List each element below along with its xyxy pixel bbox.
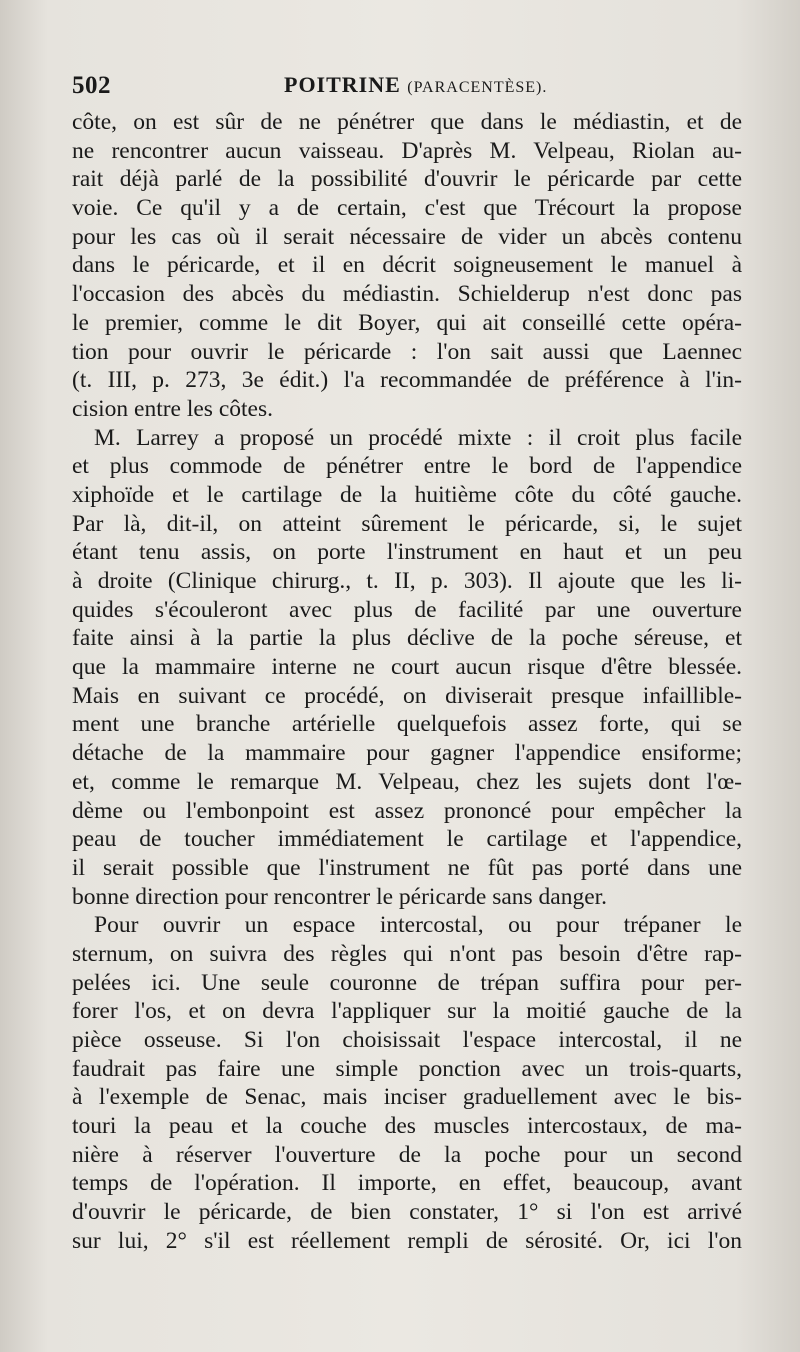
text-line: d'ouvrir le péricarde, de bien constater, 1° si l'on est arrivé [72,1199,742,1226]
running-head-main: POITRINE [284,72,401,97]
text-line: dans le péricarde, et il en décrit soigneusement le manuel à [72,252,742,279]
text-line: nière à réserver l'ouverture de la poche pour un second [72,1141,742,1168]
text-line: faite ainsi à la partie la plus déclive de la poche séreuse, et [72,625,742,652]
text-line: que la mammaire interne ne court aucun risque d'être blessée. [72,654,742,681]
text-line: ne rencontrer aucun vaisseau. D'après M. Velpeau, Riolan au- [72,137,742,164]
text-line: xiphoïde et le cartilage de la huitième côte du côté gauche. [72,481,742,508]
text-line: et, comme le remarque M. Velpeau, chez les sujets dont l'œ- [72,768,742,795]
text-line: M. Larrey a proposé un procédé mixte : il croit plus facile [94,424,742,451]
text-line: touri la peau et la couche des muscles intercostaux, de ma- [72,1113,742,1140]
text-line: il serait possible que l'instrument ne fût pas porté dans une [72,854,742,881]
text-line: rait déjà parlé de la possibilité d'ouvrir le péricarde par cette [72,166,742,193]
page-header [72,70,740,106]
text-line: l'occasion des abcès du médiastin. Schielderup n'est donc pas [72,281,742,308]
running-head [284,72,547,98]
text-line: forer l'os, et on devra l'appliquer sur la moitié gauche de la [72,998,742,1025]
text-line: Pour ouvrir un espace intercostal, ou pour trépaner le [94,912,742,939]
running-head-sub: (PARACENTÈSE). [407,79,548,96]
text-line: quides s'écouleront avec plus de facilité par une ouverture [72,596,742,623]
text-line: faudrait pas faire une simple ponction avec un trois-quarts, [72,1055,742,1082]
text-line: étant tenu assis, on porte l'instrument en haut et un peu [72,539,742,566]
text-line: sur lui, 2° s'il est réellement rempli de sérosité. Or, ici l'on [72,1227,742,1254]
text-line: peau de toucher immédiatement le cartilage et l'appendice, [72,826,742,853]
text-line: et plus commode de pénétrer entre le bord de l'appendice [72,453,742,480]
text-line: à droite (Clinique chirurg., t. II, p. 303). Il ajoute que les li- [72,568,742,594]
text-line: Par là, dit-il, on atteint sûrement le péricarde, si, le sujet [72,510,742,537]
text-line: côte, on est sûr de ne pénétrer que dans le médiastin, et de [72,109,742,135]
text-line: pour les cas où il serait nécessaire de vider un abcès contenu [72,223,742,250]
text-line: ment une branche artérielle quelquefois assez forte, qui se [72,711,742,738]
text-line: pelées ici. Une seule couronne de trépan suffira pour per- [72,969,742,996]
text-line: dème ou l'embonpoint est assez prononcé pour empêcher la [72,797,742,824]
text-line: détache de la mammaire pour gagner l'appendice ensiforme; [72,740,742,767]
text-line: (t. III, p. 273, 3e édit.) l'a recommandée de préférence à l'in- [72,367,742,394]
text-line: Mais en suivant ce procédé, on diviserait presque infaillible- [72,682,742,709]
page-number: 502 [72,72,111,99]
text-line: le premier, comme le dit Boyer, qui ait conseillé cette opéra- [72,309,742,336]
text-line: bonne direction pour rencontrer le péricarde sans danger. [72,883,608,910]
text-line: voie. Ce qu'il y a de certain, c'est que Trécourt la propose [72,195,742,222]
text-line: à l'exemple de Senac, mais inciser graduellement avec le bis- [72,1084,742,1111]
text-line: sternum, on suivra des règles qui n'ont pas besoin d'être rap- [72,940,742,967]
text-line: pièce osseuse. Si l'on choisissait l'espace intercostal, il ne [72,1027,742,1053]
text-line: temps de l'opération. Il importe, en effet, beaucoup, avant [72,1170,742,1197]
text-line: tion pour ouvrir le péricarde : l'on sait aussi que Laennec [72,338,742,365]
text-line: cision entre les côtes. [72,395,273,422]
body-text [72,108,742,1256]
